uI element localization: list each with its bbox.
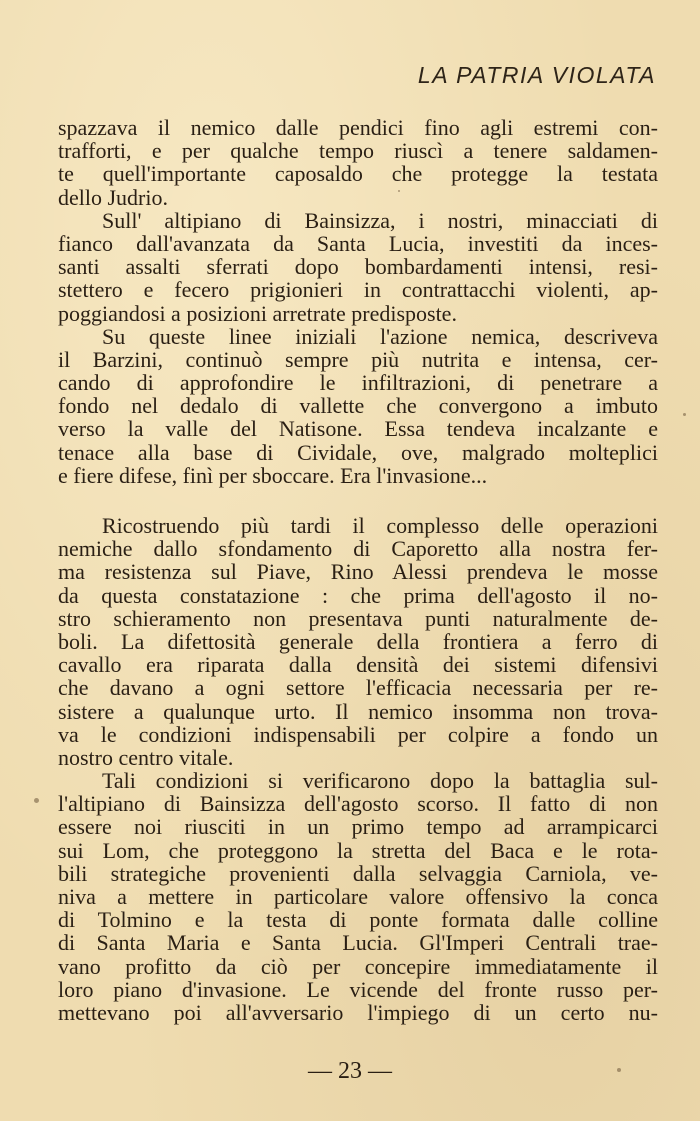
paper-speck xyxy=(617,1068,621,1072)
text-line: santi assalti sferrati dopo bombardamenti intensi, resi- xyxy=(58,254,658,280)
text-line: Su queste linee iniziali l'azione nemica, descriveva xyxy=(102,323,658,349)
text-line: verso la valle del Natisone. Essa tendeva incalzante e xyxy=(58,416,658,442)
text-block-lower xyxy=(58,514,658,1024)
paper-speck xyxy=(34,798,39,803)
text-line: essere noi riusciti in un primo tempo ad arrampicarci xyxy=(58,814,658,840)
text-line: va le condizioni indispensabili per colpire a fondo un xyxy=(58,721,658,747)
text-line: trafforti, e per qualche tempo riuscì a tenere saldamen- xyxy=(58,138,658,164)
text-line: tenace alla base di Cividale, ove, malgrado molteplici xyxy=(58,439,658,465)
text-line: nemiche dallo sfondamento di Caporetto alla nostra fer- xyxy=(58,536,658,562)
text-line: ma resistenza sul Piave, Rino Alessi prendeva le mosse xyxy=(58,559,658,585)
text-line: spazzava il nemico dalle pendici fino agli estremi con- xyxy=(58,115,658,140)
text-line: stettero e fecero prigionieri in contrattacchi violenti, ap- xyxy=(58,277,658,303)
paragraph xyxy=(58,325,658,487)
paragraph xyxy=(58,209,658,325)
text-line: loro piano d'invasione. Le vicende del fronte russo per- xyxy=(58,976,658,1002)
text-line: cando di approfondire le infiltrazioni, di penetrare a xyxy=(58,370,658,396)
page-number: — 23 — xyxy=(308,1058,392,1084)
text-line: l'altipiano di Bainsizza dell'agosto scorso. Il fatto di non xyxy=(58,791,658,817)
text-line: e fiere difese, finì per sboccare. Era l'invasione... xyxy=(58,462,488,488)
paper-speck xyxy=(398,190,400,192)
text-line: nostro centro vitale. xyxy=(58,744,234,770)
text-line: fondo nel dedalo di vallette che convergono a imbuto xyxy=(58,393,658,419)
text-line: di Tolmino e la testa di ponte formata dalle colline xyxy=(58,907,658,933)
text-line: mettevano poi all'avversario l'impiego di un certo nu- xyxy=(58,999,658,1025)
text-line: bili strategiche provenienti dalla selvaggia Carniola, ve- xyxy=(58,860,658,886)
paper-speck xyxy=(683,413,686,416)
text-line: fianco dall'avanzata da Santa Lucia, investiti da inces- xyxy=(58,230,658,256)
paragraph xyxy=(58,116,658,209)
paragraph xyxy=(58,514,658,769)
text-line: Tali condizioni si verificarono dopo la battaglia sul- xyxy=(102,768,658,794)
text-line: vano profitto da ciò per concepire immediatamente il xyxy=(58,953,658,979)
text-line: stro schieramento non presentava punti naturalmente de- xyxy=(58,605,658,631)
text-line: che davano a ogni settore l'efficacia necessaria per re- xyxy=(58,675,658,701)
text-line: boli. La difettosità generale della frontiera a ferro di xyxy=(58,628,658,654)
text-line: sistere a qualunque urto. Il nemico insomma non trova- xyxy=(58,698,658,724)
text-line: il Barzini, continuò sempre più nutrita e intensa, cer- xyxy=(58,346,658,372)
text-line: poggiandosi a posizioni arretrate predisposte. xyxy=(58,300,457,326)
text-line: Sull' altipiano di Bainsizza, i nostri, minacciati di xyxy=(102,207,658,233)
text-line: Ricostruendo più tardi il complesso delle operazioni xyxy=(102,513,658,538)
text-line: niva a mettere in particolare valore offensivo la conca xyxy=(58,884,658,909)
text-line: te quell'importante caposaldo che protegge la testata xyxy=(58,161,658,187)
text-line: da questa constatazione : che prima dell'agosto il no- xyxy=(58,582,658,608)
text-line: sui Lom, che proteggono la stretta del Baca e le rota- xyxy=(58,837,658,863)
text-line: cavallo era riparata dalla densità dei sistemi difensivi xyxy=(58,652,658,678)
paragraph xyxy=(58,769,658,1024)
text-line: dello Judrio. xyxy=(58,184,168,210)
text-line: di Santa Maria e Santa Lucia. Gl'Imperi Centrali trae- xyxy=(58,930,658,956)
running-title: LA PATRIA VIOLATA xyxy=(417,62,656,88)
text-block-upper xyxy=(58,116,658,487)
